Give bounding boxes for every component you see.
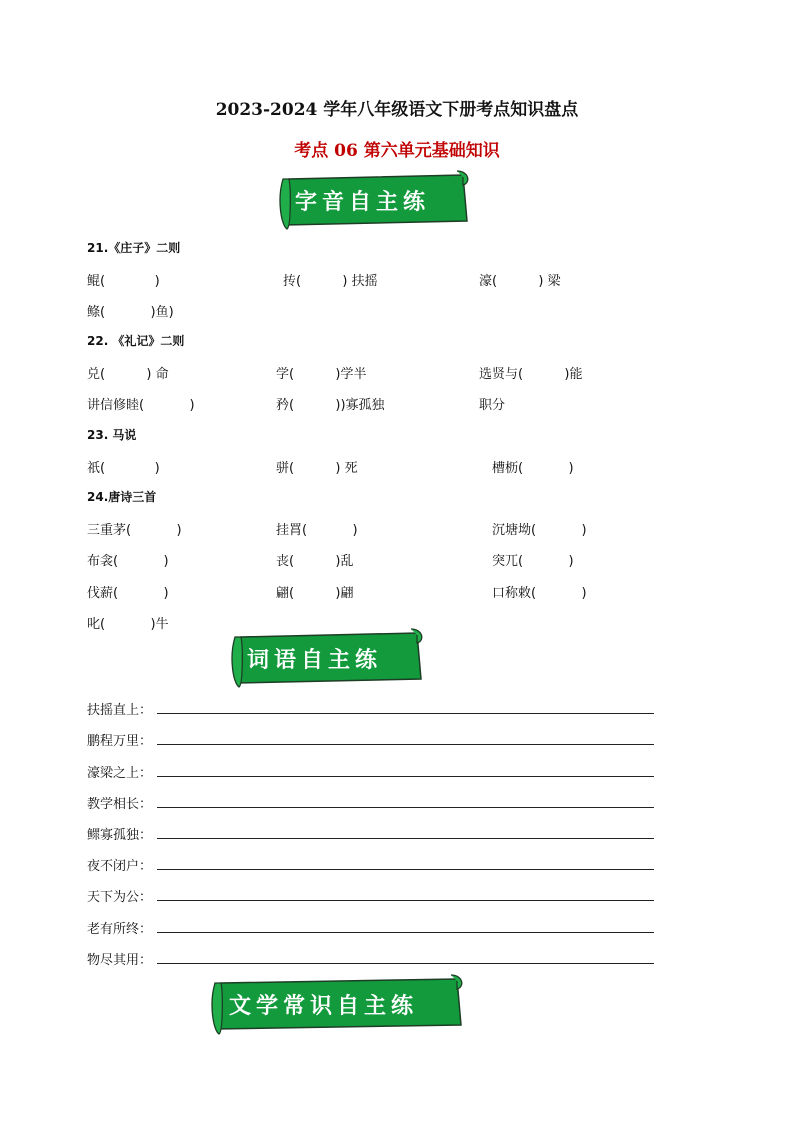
pinyin-item: 口称敕( ) — [492, 586, 587, 601]
vocabulary-term: 天下为公： — [87, 890, 153, 905]
banner-title: 字音自主练 — [295, 189, 431, 215]
vocabulary-term: 扶摇直上： — [87, 703, 153, 718]
pinyin-item: 沉塘坳( ) — [492, 523, 587, 538]
pinyin-item: 骈( ) 死 — [276, 461, 358, 476]
answer-line[interactable] — [157, 900, 654, 901]
answer-line[interactable] — [157, 932, 654, 933]
answer-line[interactable] — [157, 713, 654, 714]
answer-line[interactable] — [157, 807, 654, 808]
pinyin-item: 布衾( ) — [87, 554, 169, 569]
vocabulary-banner — [231, 627, 427, 689]
pinyin-item: 三重茅( ) — [87, 523, 182, 538]
pinyin-item: 矜( ))寡孤独 — [276, 398, 385, 413]
pinyin-item: 伐薪( ) — [87, 586, 169, 601]
vocabulary-term: 夜不闭户： — [87, 859, 153, 874]
section-heading: 23. 马说 — [87, 428, 137, 442]
answer-line[interactable] — [157, 963, 654, 964]
section-heading: 24.唐诗三首 — [87, 490, 157, 504]
pinyin-item: 兑( ) 命 — [87, 367, 169, 382]
section-heading: 21.《庄子》二则 — [87, 241, 181, 255]
pinyin-item: 叱( )牛 — [87, 617, 169, 632]
banner-title: 词语自主练 — [247, 647, 383, 673]
pinyin-item: 槽枥( ) — [492, 461, 574, 476]
pinyin-item: 选贤与( )能 — [479, 367, 583, 382]
pinyin-item: 突兀( ) — [492, 554, 574, 569]
pinyin-item: 抟( ) 扶摇 — [283, 274, 378, 289]
section-heading: 22. 《礼记》二则 — [87, 334, 185, 348]
pronunciation-banner — [279, 169, 473, 231]
pinyin-item: 讲信修睦( ) — [87, 398, 195, 413]
pinyin-item: 挂罥( ) — [276, 523, 358, 538]
banner-title: 文学常识自主练 — [229, 994, 419, 1019]
pinyin-item: 翩( )翩 — [276, 586, 354, 601]
vocabulary-term: 鳏寡孤独： — [87, 828, 153, 843]
vocabulary-term: 老有所终： — [87, 922, 153, 937]
pinyin-item: 濠( ) 梁 — [479, 274, 561, 289]
document-title: 2023-2024 学年八年级语文下册考点知识盘点 — [215, 100, 579, 120]
vocabulary-term: 教学相长： — [87, 797, 153, 812]
document-subtitle: 考点 06 第六单元基础知识 — [294, 141, 500, 161]
answer-line[interactable] — [157, 776, 654, 777]
vocabulary-term: 濠梁之上： — [87, 766, 153, 781]
answer-line[interactable] — [157, 838, 654, 839]
literature-banner — [211, 973, 467, 1036]
pinyin-item: 祇( ) — [87, 461, 160, 476]
pinyin-item: 鲲( ) — [87, 274, 160, 289]
pinyin-item: 职分 — [479, 398, 506, 413]
vocabulary-term: 物尽其用： — [87, 953, 153, 968]
pinyin-item: 鲦( )鱼) — [87, 305, 174, 320]
answer-line[interactable] — [157, 744, 654, 745]
answer-line[interactable] — [157, 869, 654, 870]
pinyin-item: 丧( )乱 — [276, 554, 354, 569]
pinyin-item: 学( )学半 — [276, 367, 367, 382]
vocabulary-term: 鹏程万里： — [87, 734, 153, 749]
